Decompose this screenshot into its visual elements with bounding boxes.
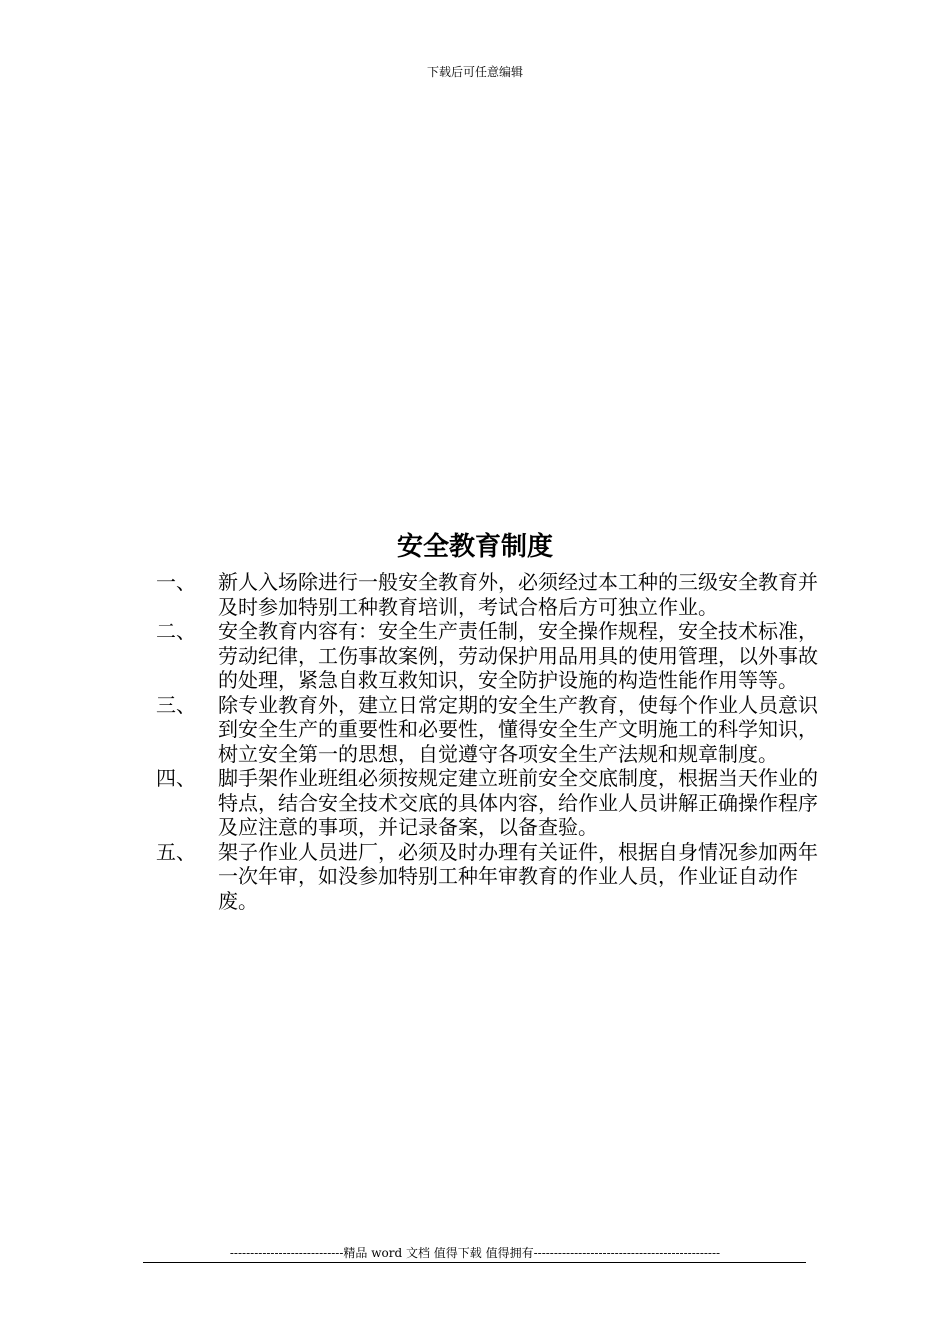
clause-2	[0, 619, 950, 693]
clause-5	[0, 840, 950, 914]
clause-marker: 一、	[156, 570, 196, 594]
page-footer-text: ----------------------------精品 word 文档 值得下载 值得拥有----------------------------------------------	[229, 1246, 721, 1260]
clause-text: 新人入场除进行一般安全教育外，必须经过本工种的三级安全教育并及时参加特别工种教育培训，考试合格后方可独立作业。	[218, 570, 818, 619]
clause-4	[0, 766, 950, 840]
clause-list	[0, 570, 950, 913]
clause-marker: 四、	[156, 766, 196, 790]
clause-text: 安全教育内容有：安全生产责任制，安全操作规程，安全技术标准，劳动纪律，工伤事故案例，劳动保护用品用具的使用管理，以外事故的处理，紧急自救互救知识，安全防护设施的构造性能作用等等。	[218, 619, 818, 692]
clause-3	[0, 693, 950, 767]
document-title: 安全教育制度	[396, 532, 553, 562]
page-header: 下载后可任意编辑	[426, 65, 523, 79]
clause-marker: 二、	[156, 619, 196, 643]
clause-marker: 三、	[156, 692, 196, 717]
clause-text: 脚手架作业班组必须按规定建立班前安全交底制度，根据当天作业的特点，结合安全技术交底的具体内容，给作业人员讲解正确操作程序及应注意的事项，并记录备案，以备查验。	[218, 766, 818, 839]
clause-text: 除专业教育外，建立日常定期的安全生产教育，使每个作业人员意识到安全生产的重要性和必要性，懂得安全生产文明施工的科学知识，树立安全第一的思想，自觉遵守各项安全生产法规和规章制度。	[218, 692, 818, 766]
clause-text: 架子作业人员进厂，必须及时办理有关证件，根据自身情况参加两年一次年审，如没参加特别工种年审教育的作业人员，作业证自动作废。	[218, 839, 818, 913]
clause-marker: 五、	[156, 839, 196, 864]
footer-divider	[143, 1262, 806, 1263]
clause-1	[0, 570, 950, 619]
